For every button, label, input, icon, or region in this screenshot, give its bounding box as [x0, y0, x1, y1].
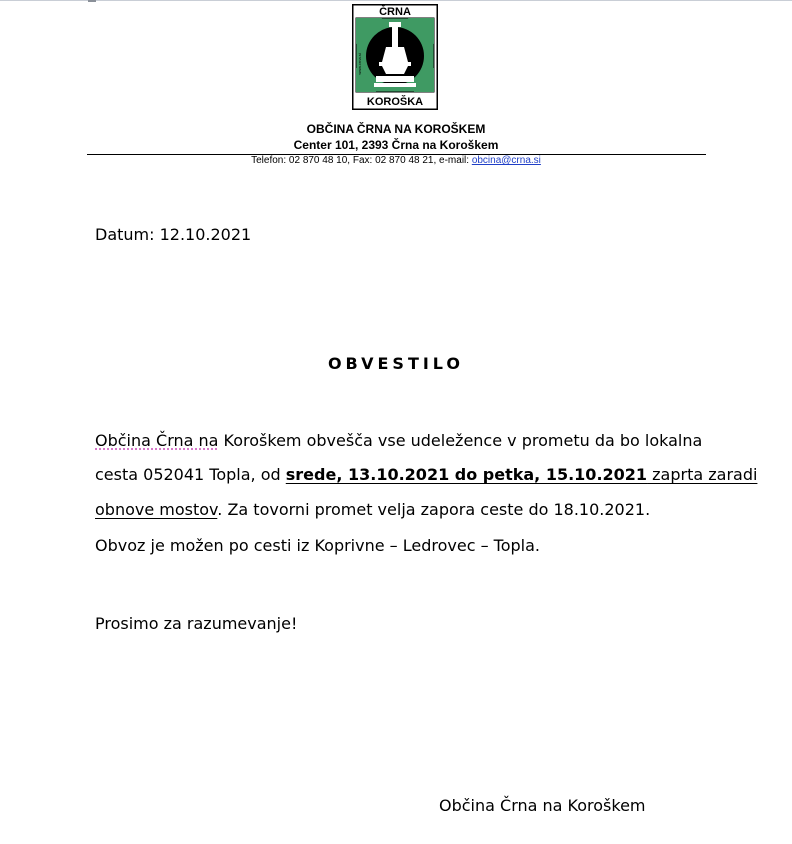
body-line-2 — [95, 464, 758, 486]
ruler-marker — [88, 0, 96, 2]
contact-line — [0, 155, 792, 167]
detour-line: Obvoz je možen po cesti iz Koprivne – Ledrovec – Topla. — [95, 536, 541, 555]
contact-phone-fax: Telefon: 02 870 48 10, Fax: 02 870 48 21, e-mail: — [251, 155, 472, 166]
body-line-1-rest: Koroškem obvešča vse udeležence v prometu da bo lokalna — [218, 431, 703, 450]
email-link[interactable]: obcina@crna.si — [471, 155, 541, 166]
municipality-coat-of-arms — [352, 4, 438, 110]
body-line-2-end: zaprta zaradi — [647, 465, 758, 484]
body-line-3 — [95, 499, 699, 521]
closing-text: Prosimo za razumevanje! — [95, 614, 298, 633]
signature: Občina Črna na Koroškem — [439, 796, 646, 815]
document-date: Datum: 12.10.2021 — [95, 225, 252, 244]
logo-side-text: www.crna.si — [357, 53, 362, 75]
municipality-address: Center 101, 2393 Črna na Koroškem — [293, 138, 499, 152]
municipality-name: OBČINA ČRNA NA KOROŠKEM — [306, 122, 486, 136]
page-top-border — [0, 0, 792, 1]
body-line-1 — [95, 430, 703, 452]
logo-top-text: ČRNA — [379, 6, 411, 18]
body-line-3-rest: . Za tovorni promet velja zapora ceste do 18.10.2021. — [217, 500, 651, 519]
body-line-3-start: obnove mostov — [95, 500, 218, 519]
logo-bottom-text: KOROŠKA — [366, 96, 424, 108]
body-line-1-start: Občina Črna na — [95, 431, 219, 450]
notice-heading: OBVESTILO — [327, 354, 465, 373]
closure-dates: srede, 13.10.2021 do petka, 15.10.2021 — [285, 465, 648, 484]
body-line-2-start: cesta 052041 Topla, od — [95, 465, 286, 484]
